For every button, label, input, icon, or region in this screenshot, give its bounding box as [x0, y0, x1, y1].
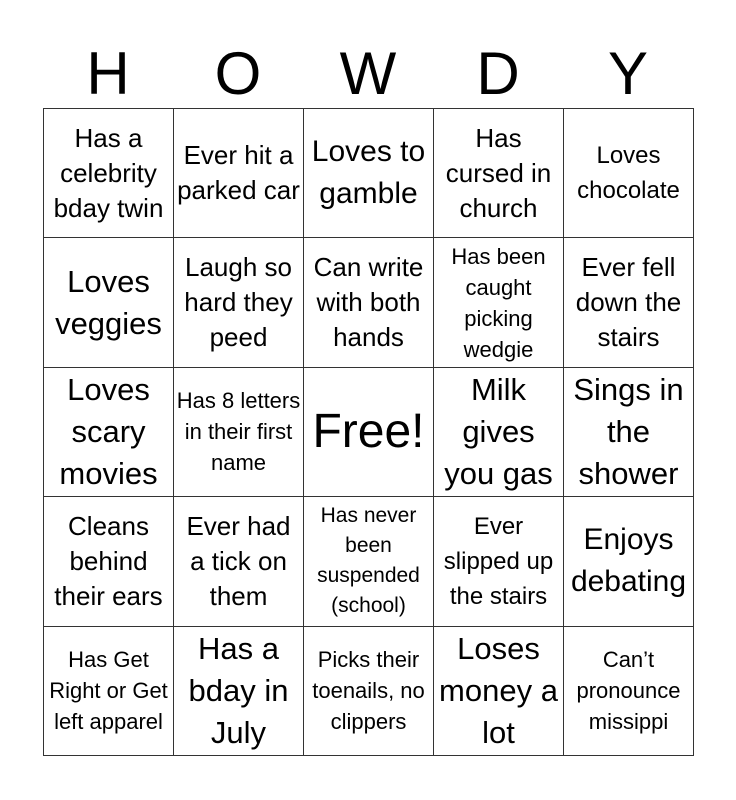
bingo-cell[interactable] [44, 497, 174, 626]
header-letter-w: W [339, 40, 397, 107]
cell-label: Has a bday in July [188, 630, 289, 750]
bingo-cell[interactable] [564, 238, 694, 367]
free-space[interactable] [304, 367, 434, 496]
bingo-cell[interactable] [44, 367, 174, 496]
bingo-header [43, 40, 693, 108]
bingo-cell[interactable] [564, 367, 694, 496]
board-row [44, 109, 694, 238]
cell-label: Picks their toenails, no clippers [312, 647, 425, 735]
bingo-cell[interactable] [304, 497, 434, 626]
free-space-label: Free! [312, 404, 425, 458]
bingo-cell[interactable] [304, 626, 434, 755]
cell-label: Has a celebrity bday twin [53, 122, 164, 223]
bingo-board [43, 108, 694, 756]
cell-label: Milk gives you gas [444, 371, 553, 491]
bingo-cell[interactable] [434, 109, 564, 238]
cell-label: Loves veggies [55, 263, 162, 341]
cell-label: Loves to gamble [311, 135, 426, 211]
header-letter-o: O [214, 40, 262, 107]
bingo-cell[interactable] [564, 626, 694, 755]
cell-label: Has been caught picking wedgie [451, 243, 546, 362]
cell-label: Has cursed in church [445, 122, 552, 223]
bingo-cell[interactable] [44, 626, 174, 755]
bingo-cell[interactable] [304, 109, 434, 238]
board-row [44, 367, 694, 496]
bingo-cell[interactable] [304, 238, 434, 367]
cell-label: Has Get Right or Get left apparel [49, 647, 168, 735]
bingo-cell[interactable] [44, 238, 174, 367]
board-row [44, 497, 694, 626]
cell-label: Loses money a lot [439, 630, 558, 750]
cell-label: Can’t pronounce missippi [576, 647, 681, 735]
bingo-cell[interactable] [44, 109, 174, 238]
bingo-cell[interactable] [174, 626, 304, 755]
cell-label: Sings in the shower [573, 371, 684, 491]
header-letter-d: D [476, 40, 520, 107]
bingo-cell[interactable] [434, 497, 564, 626]
bingo-cell[interactable] [434, 238, 564, 367]
board-row [44, 626, 694, 755]
header-letter-y: Y [607, 40, 649, 107]
cell-label: Laugh so hard they peed [184, 252, 293, 353]
cell-label: Can write with both hands [313, 252, 424, 353]
header-letter-h: H [86, 40, 130, 107]
cell-label: Has 8 letters in their first name [176, 388, 301, 476]
bingo-cell[interactable] [174, 367, 304, 496]
bingo-cell[interactable] [564, 109, 694, 238]
bingo-cell[interactable] [564, 497, 694, 626]
cell-label: Ever slipped up the stairs [443, 512, 554, 610]
cell-label: Ever hit a parked car [177, 140, 300, 206]
bingo-cell[interactable] [174, 497, 304, 626]
cell-label: Cleans behind their ears [54, 510, 163, 611]
bingo-cell[interactable] [174, 109, 304, 238]
bingo-cell[interactable] [434, 367, 564, 496]
cell-label: Ever fell down the stairs [575, 252, 682, 353]
cell-label: Enjoys debating [570, 523, 687, 599]
cell-label: Loves scary movies [59, 371, 158, 491]
board-row [44, 238, 694, 367]
cell-label: Ever had a tick on them [186, 510, 291, 611]
bingo-cell[interactable] [434, 626, 564, 755]
cell-label: Loves chocolate [577, 142, 680, 205]
cell-label: Has never been suspended (school) [317, 504, 420, 618]
bingo-cell[interactable] [174, 238, 304, 367]
